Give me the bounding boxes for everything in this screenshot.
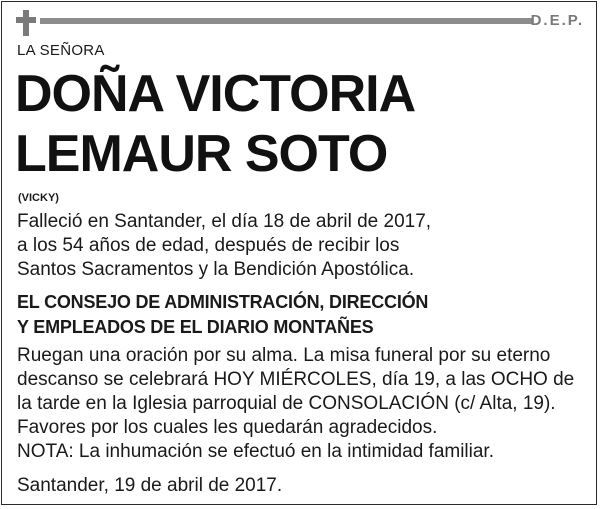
deceased-name-line-1: DOÑA VICTORIA: [15, 65, 416, 123]
message-line: la tarde en la Iglesia parroquial de CONSOLACIÓN (c/ Alta, 19).: [17, 393, 556, 414]
death-notice-line: Falleció en Santander, el día 18 de abril de 2017,: [17, 211, 432, 232]
title-label: LA SEÑORA: [17, 42, 105, 59]
message: [17, 344, 574, 464]
organization-line: EL CONSEJO DE ADMINISTRACIÓN, DIRECCIÓN: [17, 292, 429, 312]
message-line: Ruegan una oración por su alma. La misa funeral por su eterno: [17, 345, 551, 366]
message-line: Favores por los cuales les quedarán agradecidos.: [17, 417, 438, 438]
organization-line: Y EMPLEADOS DE EL DIARIO MONTAÑES: [17, 317, 374, 337]
cross-icon: [16, 10, 36, 36]
header-rule: [40, 18, 532, 24]
death-notice: [17, 210, 431, 282]
deceased-name-line-2: LEMAUR SOTO: [15, 125, 388, 183]
obituary-card: [1, 1, 597, 505]
closing-line: Santander, 19 de abril de 2017.: [17, 475, 283, 496]
nickname: (VICKY): [18, 192, 59, 204]
death-notice-line: Santos Sacramentos y la Bendición Apostólica.: [17, 259, 415, 280]
message-line: NOTA: La inhumación se efectuó en la intimidad familiar.: [17, 441, 494, 462]
message-line: descanso se celebrará HOY MIÉRCOLES, día 19, a las OCHO de: [17, 369, 575, 390]
dep-label: D.E.P.: [530, 12, 584, 29]
death-notice-line: a los 54 años de edad, después de recibir los: [17, 235, 400, 256]
organization: [17, 290, 428, 340]
